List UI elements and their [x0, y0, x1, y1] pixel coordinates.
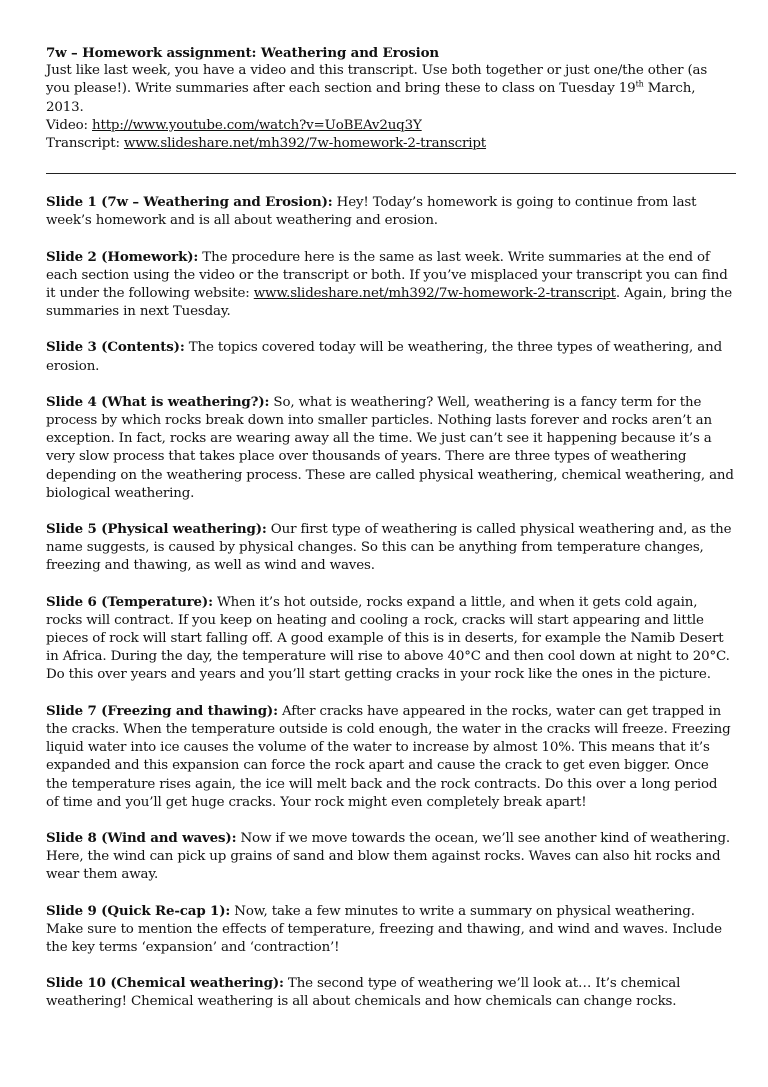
video-link[interactable]: http://www.youtube.com/watch?v=UoBEAv2uq3Y	[92, 117, 422, 133]
slide-1-text: Hey! Today’s homework is going to continue from last week’s homework and is all about weathering and erosion.	[46, 195, 697, 229]
slide-8-paragraph	[46, 829, 734, 885]
slide-4-text: So, what is weathering? Well, weathering is a fancy term for the process by which rocks break down into smaller particles. Nothing lasts forever and rocks aren’t an exception. In fact, rocks are wearing away all the time. We just can’t see it happening because it’s a very slow process that takes place over thousands of years. There are three types of weathering depending on the weathering process. These are called physical weathering, chemical weathering, and biological weathering.	[46, 394, 734, 501]
document-title: 7w – Homework assignment: Weathering and Erosion	[46, 45, 439, 61]
slide-2-heading: Slide 2 (Homework):	[46, 248, 199, 265]
slide-1-paragraph	[46, 193, 734, 230]
intro-text: Just like last week, you have a video and this transcript. Use both together or just one/the other (as you please!). Write summaries after each section and bring these to class on Tuesday 19	[46, 63, 708, 97]
slide-6-heading: Slide 6 (Temperature):	[46, 593, 213, 610]
intro-date-text: March, 2013.	[46, 81, 696, 115]
document-page	[46, 44, 734, 1029]
slide-2-paragraph	[46, 248, 734, 322]
slide-8-text: Now if we move towards the ocean, we’ll see another kind of weathering. Here, the wind can pick up grains of sand and blow them against rocks. Waves can also hit rocks and wear them away.	[46, 830, 731, 883]
transcript-label: Transcript:	[46, 136, 124, 152]
assignment-header	[46, 44, 734, 153]
date-ordinal-suffix: th	[635, 79, 644, 89]
slide-1-heading: Slide 1 (7w – Weathering and Erosion):	[46, 194, 333, 211]
video-line	[46, 117, 734, 135]
slide-8-heading: Slide 8 (Wind and waves):	[46, 829, 237, 846]
slide-5-text: Our first type of weathering is called physical weathering and, as the name suggests, is caused by physical changes. So this can be anything from temperature changes, freezing and thawing, as well as wind and waves.	[46, 522, 732, 574]
slide-7-text: After cracks have appeared in the rocks, water can get trapped in the cracks. When the temperature outside is cold enough, the water in the cracks will freeze. Freezing liquid water into ice causes the volume of the water to increase by almost 10%. This means that it’s expanded and this expansion can force the rock apart and cause the crack to get even bigger. Once the temperature rises again, the ice will melt back and the rock contracts. Do this over a long period of time and you’ll get huge cracks. Your rock might even completely break apart!	[46, 703, 731, 810]
slide-7-paragraph	[46, 702, 734, 812]
slide-10-heading: Slide 10 (Chemical weathering):	[46, 975, 284, 992]
slide-4-heading: Slide 4 (What is weathering?):	[46, 393, 270, 410]
slide-5-paragraph	[46, 520, 734, 576]
slide-2-transcript-link[interactable]: www.slideshare.net/mh392/7w-homework-2-transcript	[253, 286, 616, 302]
slide-6-text: When it’s hot outside, rocks expand a little, and when it gets cold again, rocks will contract. If you keep on heating and cooling a rock, cracks will start appearing and little pieces of rock will start falling off. A good example of this is in deserts, for example the Namib Desert in Africa. During the day, the temperature will rise to above 40°C and then cool down at night to 20°C. Do this over years and years and you’ll start getting cracks in your rock like the ones in the picture.	[46, 594, 730, 683]
slide-3-heading: Slide 3 (Contents):	[46, 339, 185, 356]
slide-9-text: Now, take a few minutes to write a summary on physical weathering. Make sure to mention the effects of temperature, freezing and thawing, and wind and waves. Include the key terms ‘expansion’ and ‘contraction’!	[46, 903, 722, 955]
slide-10-paragraph	[46, 974, 734, 1011]
slide-2-text: The procedure here is the same as last week. Write summaries at the end of each section using the video or the transcript or both. If you’ve misplaced your transcript you can find it under the following website:	[46, 249, 728, 302]
slide-3-text: The topics covered today will be weathering, the three types of weathering, and erosion.	[46, 340, 722, 374]
slide-9-heading: Slide 9 (Quick Re-cap 1):	[46, 902, 231, 919]
slide-4-paragraph	[46, 393, 734, 503]
horizontal-divider	[46, 173, 736, 174]
slide-2-text-end: . Again, bring the summaries in next Tuesday.	[46, 286, 732, 320]
slide-5-heading: Slide 5 (Physical weathering):	[46, 521, 267, 538]
intro-paragraph	[46, 62, 734, 117]
video-label: Video:	[46, 117, 92, 133]
slide-9-paragraph	[46, 902, 734, 958]
slide-6-paragraph	[46, 593, 734, 685]
transcript-line	[46, 135, 734, 153]
transcript-link[interactable]: www.slideshare.net/mh392/7w-homework-2-transcript	[123, 136, 487, 152]
slide-10-text: The second type of weathering we’ll look at… It’s chemical weathering! Chemical weathering is all about chemicals and how chemicals can change rocks.	[46, 976, 681, 1010]
slide-7-heading: Slide 7 (Freezing and thawing):	[46, 702, 278, 719]
slide-3-paragraph	[46, 338, 734, 375]
